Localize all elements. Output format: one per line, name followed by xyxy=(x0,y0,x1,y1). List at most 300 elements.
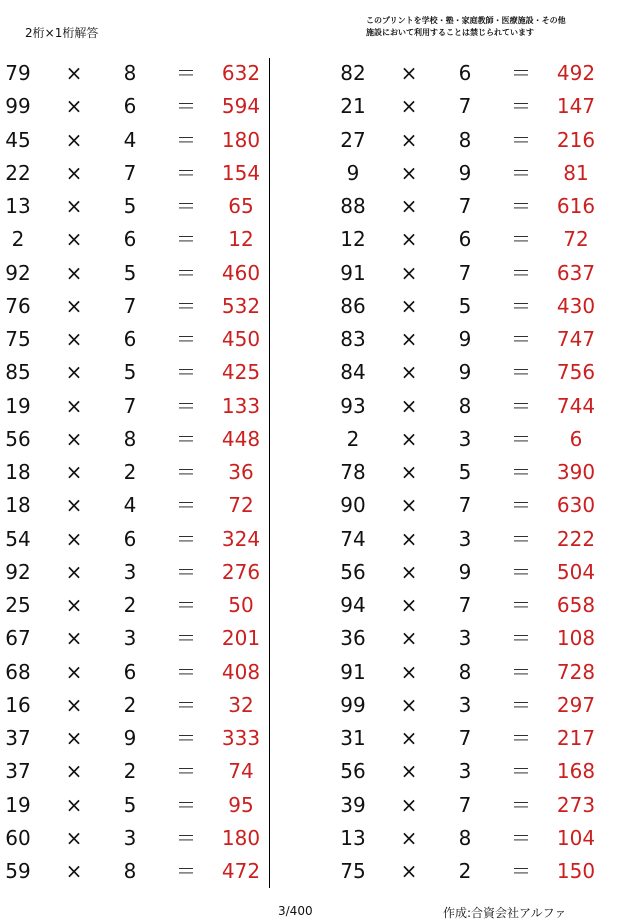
answer: 448 xyxy=(221,426,261,451)
equals-sign: ＝ xyxy=(511,127,531,152)
multiplicand: 92 xyxy=(5,559,31,584)
multiplicand: 59 xyxy=(5,859,31,883)
multiplicand: 12 xyxy=(340,227,366,252)
multiplier: 8 xyxy=(123,426,137,451)
equals-sign: ＝ xyxy=(176,61,196,85)
answer: 390 xyxy=(556,460,596,484)
multiplicand: 90 xyxy=(340,493,366,518)
multiplicand: 83 xyxy=(340,327,366,351)
multiplier: 5 xyxy=(458,293,472,318)
answer: 147 xyxy=(556,94,596,119)
times-sign: × xyxy=(65,493,83,518)
multiplicand: 68 xyxy=(5,659,31,684)
problem-row xyxy=(335,157,600,190)
times-sign: × xyxy=(400,859,418,883)
author-credit: 作成:合資会社アルファ xyxy=(443,906,567,920)
answer: 201 xyxy=(221,626,261,651)
times-sign: × xyxy=(400,426,418,451)
problem-row xyxy=(335,656,600,689)
times-sign: × xyxy=(400,526,418,551)
times-sign: × xyxy=(400,659,418,684)
multiplier: 6 xyxy=(458,61,472,85)
equals-sign: ＝ xyxy=(176,493,196,518)
times-sign: × xyxy=(65,626,83,651)
multiplier: 8 xyxy=(458,825,472,850)
answer: 150 xyxy=(556,859,596,883)
answer: 492 xyxy=(556,61,596,85)
equals-sign: ＝ xyxy=(176,759,196,784)
problem-column-right xyxy=(335,57,600,888)
problem-row xyxy=(335,855,600,888)
answer: 430 xyxy=(556,293,596,318)
multiplier: 7 xyxy=(123,293,137,318)
equals-sign: ＝ xyxy=(511,426,531,451)
answer: 180 xyxy=(221,127,261,152)
answer: 168 xyxy=(556,759,596,784)
times-sign: × xyxy=(65,127,83,152)
equals-sign: ＝ xyxy=(176,692,196,717)
times-sign: × xyxy=(65,759,83,784)
equals-sign: ＝ xyxy=(176,227,196,252)
equals-sign: ＝ xyxy=(176,726,196,750)
multiplier: 5 xyxy=(123,194,137,218)
multiplier: 9 xyxy=(458,160,472,185)
times-sign: × xyxy=(400,593,418,617)
page-title: 2桁×1桁解答 xyxy=(25,26,99,40)
problem-row xyxy=(0,855,265,888)
times-sign: × xyxy=(65,194,83,218)
times-sign: × xyxy=(400,559,418,584)
multiplicand: 85 xyxy=(5,360,31,385)
equals-sign: ＝ xyxy=(511,526,531,551)
multiplier: 2 xyxy=(123,759,137,784)
problem-row xyxy=(0,589,265,622)
problem-row xyxy=(0,157,265,190)
problem-row xyxy=(335,523,600,556)
multiplicand: 79 xyxy=(5,61,31,85)
multiplier: 6 xyxy=(123,526,137,551)
multiplicand: 67 xyxy=(5,626,31,651)
problem-row xyxy=(0,622,265,655)
answer: 81 xyxy=(563,160,589,185)
answer: 504 xyxy=(556,559,596,584)
problem-row xyxy=(335,223,600,256)
times-sign: × xyxy=(65,692,83,717)
equals-sign: ＝ xyxy=(511,859,531,883)
problem-row xyxy=(0,257,265,290)
multiplier: 9 xyxy=(458,559,472,584)
problem-row xyxy=(0,356,265,389)
times-sign: × xyxy=(400,825,418,850)
multiplicand: 84 xyxy=(340,360,366,385)
problem-row xyxy=(335,722,600,755)
multiplier: 6 xyxy=(123,659,137,684)
problem-row xyxy=(0,489,265,522)
multiplier: 7 xyxy=(123,160,137,185)
multiplicand: 93 xyxy=(340,393,366,418)
multiplicand: 88 xyxy=(340,194,366,218)
multiplicand: 75 xyxy=(340,859,366,883)
answer: 12 xyxy=(228,227,254,252)
problem-row xyxy=(335,456,600,489)
problem-row xyxy=(335,290,600,323)
problem-row xyxy=(0,523,265,556)
multiplier: 5 xyxy=(123,792,137,817)
multiplier: 7 xyxy=(458,726,472,750)
problem-row xyxy=(335,489,600,522)
times-sign: × xyxy=(400,194,418,218)
column-divider xyxy=(269,58,270,888)
multiplicand: 91 xyxy=(340,659,366,684)
equals-sign: ＝ xyxy=(176,426,196,451)
equals-sign: ＝ xyxy=(176,460,196,484)
times-sign: × xyxy=(65,593,83,617)
multiplier: 2 xyxy=(123,460,137,484)
answer: 104 xyxy=(556,825,596,850)
answer: 532 xyxy=(221,293,261,318)
times-sign: × xyxy=(400,293,418,318)
page-number: 3/400 xyxy=(278,904,313,918)
multiplier: 7 xyxy=(458,94,472,119)
problem-row xyxy=(0,789,265,822)
times-sign: × xyxy=(400,327,418,351)
equals-sign: ＝ xyxy=(176,792,196,817)
answer: 36 xyxy=(228,460,254,484)
times-sign: × xyxy=(400,759,418,784)
problem-row xyxy=(0,323,265,356)
times-sign: × xyxy=(65,426,83,451)
problem-row xyxy=(0,689,265,722)
problem-row xyxy=(335,622,600,655)
times-sign: × xyxy=(65,859,83,883)
multiplier: 6 xyxy=(458,227,472,252)
multiplicand: 18 xyxy=(5,460,31,484)
problem-row xyxy=(0,456,265,489)
times-sign: × xyxy=(400,360,418,385)
multiplicand: 94 xyxy=(340,593,366,617)
equals-sign: ＝ xyxy=(511,460,531,484)
times-sign: × xyxy=(400,726,418,750)
multiplicand: 74 xyxy=(340,526,366,551)
equals-sign: ＝ xyxy=(511,559,531,584)
equals-sign: ＝ xyxy=(511,659,531,684)
equals-sign: ＝ xyxy=(511,160,531,185)
times-sign: × xyxy=(400,493,418,518)
multiplier: 8 xyxy=(458,659,472,684)
answer: 324 xyxy=(221,526,261,551)
equals-sign: ＝ xyxy=(176,526,196,551)
equals-sign: ＝ xyxy=(176,393,196,418)
equals-sign: ＝ xyxy=(176,360,196,385)
equals-sign: ＝ xyxy=(176,194,196,218)
problem-column-left xyxy=(0,57,265,888)
multiplier: 3 xyxy=(123,626,137,651)
problem-row xyxy=(0,390,265,423)
times-sign: × xyxy=(65,293,83,318)
answer: 297 xyxy=(556,692,596,717)
multiplicand: 37 xyxy=(5,726,31,750)
multiplier: 8 xyxy=(123,859,137,883)
multiplicand: 39 xyxy=(340,792,366,817)
times-sign: × xyxy=(65,659,83,684)
multiplier: 7 xyxy=(123,393,137,418)
multiplier: 5 xyxy=(123,260,137,285)
problem-row xyxy=(335,190,600,223)
answer: 108 xyxy=(556,626,596,651)
multiplicand: 36 xyxy=(340,626,366,651)
problem-row xyxy=(335,556,600,589)
times-sign: × xyxy=(65,61,83,85)
problem-row xyxy=(0,423,265,456)
times-sign: × xyxy=(65,94,83,119)
multiplier: 3 xyxy=(123,825,137,850)
equals-sign: ＝ xyxy=(511,61,531,85)
multiplier: 8 xyxy=(458,393,472,418)
multiplicand: 37 xyxy=(5,759,31,784)
equals-sign: ＝ xyxy=(511,593,531,617)
multiplicand: 16 xyxy=(5,692,31,717)
multiplicand: 19 xyxy=(5,393,31,418)
problem-row xyxy=(335,323,600,356)
times-sign: × xyxy=(400,260,418,285)
equals-sign: ＝ xyxy=(176,659,196,684)
equals-sign: ＝ xyxy=(176,260,196,285)
multiplier: 9 xyxy=(458,327,472,351)
times-sign: × xyxy=(65,726,83,750)
answer: 74 xyxy=(228,759,254,784)
times-sign: × xyxy=(65,227,83,252)
answer: 180 xyxy=(221,825,261,850)
multiplier: 8 xyxy=(123,61,137,85)
times-sign: × xyxy=(65,360,83,385)
multiplicand: 78 xyxy=(340,460,366,484)
times-sign: × xyxy=(400,227,418,252)
times-sign: × xyxy=(65,160,83,185)
times-sign: × xyxy=(400,393,418,418)
equals-sign: ＝ xyxy=(176,559,196,584)
answer: 472 xyxy=(221,859,261,883)
multiplicand: 86 xyxy=(340,293,366,318)
problem-row xyxy=(335,589,600,622)
problem-row xyxy=(0,90,265,123)
equals-sign: ＝ xyxy=(511,94,531,119)
equals-sign: ＝ xyxy=(511,692,531,717)
multiplier: 7 xyxy=(458,792,472,817)
multiplier: 9 xyxy=(123,726,137,750)
multiplier: 8 xyxy=(458,127,472,152)
multiplier: 3 xyxy=(458,426,472,451)
times-sign: × xyxy=(65,792,83,817)
answer: 460 xyxy=(221,260,261,285)
multiplicand: 31 xyxy=(340,726,366,750)
problem-row xyxy=(0,755,265,788)
multiplier: 4 xyxy=(123,493,137,518)
equals-sign: ＝ xyxy=(511,759,531,784)
multiplier: 3 xyxy=(123,559,137,584)
answer: 72 xyxy=(228,493,254,518)
equals-sign: ＝ xyxy=(511,327,531,351)
times-sign: × xyxy=(65,825,83,850)
times-sign: × xyxy=(400,127,418,152)
equals-sign: ＝ xyxy=(511,726,531,750)
answer: 747 xyxy=(556,327,596,351)
problem-row xyxy=(0,656,265,689)
problem-row xyxy=(0,190,265,223)
answer: 6 xyxy=(569,426,583,451)
problem-row xyxy=(335,390,600,423)
times-sign: × xyxy=(400,460,418,484)
multiplicand: 75 xyxy=(5,327,31,351)
multiplier: 6 xyxy=(123,227,137,252)
problem-row xyxy=(335,356,600,389)
equals-sign: ＝ xyxy=(511,792,531,817)
problem-row xyxy=(0,223,265,256)
problem-row xyxy=(335,257,600,290)
multiplicand: 45 xyxy=(5,127,31,152)
multiplier: 3 xyxy=(458,526,472,551)
times-sign: × xyxy=(65,559,83,584)
multiplier: 5 xyxy=(458,460,472,484)
problem-row xyxy=(0,722,265,755)
times-sign: × xyxy=(400,792,418,817)
problem-row xyxy=(335,90,600,123)
equals-sign: ＝ xyxy=(511,393,531,418)
answer: 217 xyxy=(556,726,596,750)
equals-sign: ＝ xyxy=(511,194,531,218)
times-sign: × xyxy=(400,692,418,717)
answer: 632 xyxy=(221,61,261,85)
equals-sign: ＝ xyxy=(176,626,196,651)
answer: 95 xyxy=(228,792,254,817)
answer: 450 xyxy=(221,327,261,351)
usage-notice xyxy=(366,15,566,39)
equals-sign: ＝ xyxy=(176,293,196,318)
times-sign: × xyxy=(400,160,418,185)
multiplier: 2 xyxy=(123,593,137,617)
multiplicand: 2 xyxy=(11,227,25,252)
multiplicand: 27 xyxy=(340,127,366,152)
answer: 65 xyxy=(228,194,254,218)
times-sign: × xyxy=(65,393,83,418)
multiplicand: 92 xyxy=(5,260,31,285)
problem-row xyxy=(335,124,600,157)
multiplicand: 22 xyxy=(5,160,31,185)
multiplicand: 99 xyxy=(5,94,31,119)
times-sign: × xyxy=(400,94,418,119)
problem-row xyxy=(335,423,600,456)
multiplicand: 91 xyxy=(340,260,366,285)
answer: 756 xyxy=(556,360,596,385)
answer: 133 xyxy=(221,393,261,418)
problem-row xyxy=(0,556,265,589)
problem-row xyxy=(0,57,265,90)
multiplicand: 9 xyxy=(346,160,360,185)
times-sign: × xyxy=(65,327,83,351)
multiplicand: 19 xyxy=(5,792,31,817)
times-sign: × xyxy=(65,460,83,484)
multiplicand: 56 xyxy=(340,559,366,584)
usage-notice-line1: このプリントを学校・塾・家庭教師・医療施設・その他 xyxy=(366,16,566,25)
multiplicand: 76 xyxy=(5,293,31,318)
multiplier: 7 xyxy=(458,493,472,518)
multiplier: 6 xyxy=(123,94,137,119)
multiplicand: 13 xyxy=(5,194,31,218)
answer: 728 xyxy=(556,659,596,684)
multiplicand: 54 xyxy=(5,526,31,551)
answer: 276 xyxy=(221,559,261,584)
equals-sign: ＝ xyxy=(511,493,531,518)
times-sign: × xyxy=(400,626,418,651)
multiplicand: 21 xyxy=(340,94,366,119)
multiplier: 6 xyxy=(123,327,137,351)
problem-row xyxy=(335,57,600,90)
answer: 216 xyxy=(556,127,596,152)
times-sign: × xyxy=(65,526,83,551)
multiplicand: 18 xyxy=(5,493,31,518)
multiplicand: 56 xyxy=(5,426,31,451)
equals-sign: ＝ xyxy=(511,360,531,385)
equals-sign: ＝ xyxy=(176,94,196,119)
equals-sign: ＝ xyxy=(511,825,531,850)
equals-sign: ＝ xyxy=(511,626,531,651)
answer: 154 xyxy=(221,160,261,185)
answer: 273 xyxy=(556,792,596,817)
problem-row xyxy=(0,822,265,855)
multiplicand: 25 xyxy=(5,593,31,617)
problem-row xyxy=(335,755,600,788)
multiplier: 2 xyxy=(458,859,472,883)
multiplicand: 82 xyxy=(340,61,366,85)
multiplier: 3 xyxy=(458,692,472,717)
multiplier: 7 xyxy=(458,593,472,617)
answer: 658 xyxy=(556,593,596,617)
times-sign: × xyxy=(65,260,83,285)
equals-sign: ＝ xyxy=(176,825,196,850)
equals-sign: ＝ xyxy=(511,260,531,285)
times-sign: × xyxy=(400,61,418,85)
usage-notice-line2: 施設において利用することは禁じられています xyxy=(366,28,534,37)
answer: 637 xyxy=(556,260,596,285)
answer: 50 xyxy=(228,593,254,617)
multiplicand: 60 xyxy=(5,825,31,850)
equals-sign: ＝ xyxy=(176,127,196,152)
equals-sign: ＝ xyxy=(176,593,196,617)
answer: 333 xyxy=(221,726,261,750)
multiplier: 7 xyxy=(458,260,472,285)
multiplier: 7 xyxy=(458,194,472,218)
problem-row xyxy=(0,124,265,157)
multiplicand: 56 xyxy=(340,759,366,784)
answer: 425 xyxy=(221,360,261,385)
multiplier: 9 xyxy=(458,360,472,385)
equals-sign: ＝ xyxy=(176,160,196,185)
answer: 32 xyxy=(228,692,254,717)
multiplier: 2 xyxy=(123,692,137,717)
answer: 408 xyxy=(221,659,261,684)
answer: 744 xyxy=(556,393,596,418)
answer: 630 xyxy=(556,493,596,518)
problem-row xyxy=(0,290,265,323)
multiplier: 3 xyxy=(458,626,472,651)
answer: 594 xyxy=(221,94,261,119)
equals-sign: ＝ xyxy=(176,859,196,883)
answer: 616 xyxy=(556,194,596,218)
equals-sign: ＝ xyxy=(511,227,531,252)
multiplicand: 99 xyxy=(340,692,366,717)
answer: 222 xyxy=(556,526,596,551)
problem-row xyxy=(335,822,600,855)
multiplier: 3 xyxy=(458,759,472,784)
